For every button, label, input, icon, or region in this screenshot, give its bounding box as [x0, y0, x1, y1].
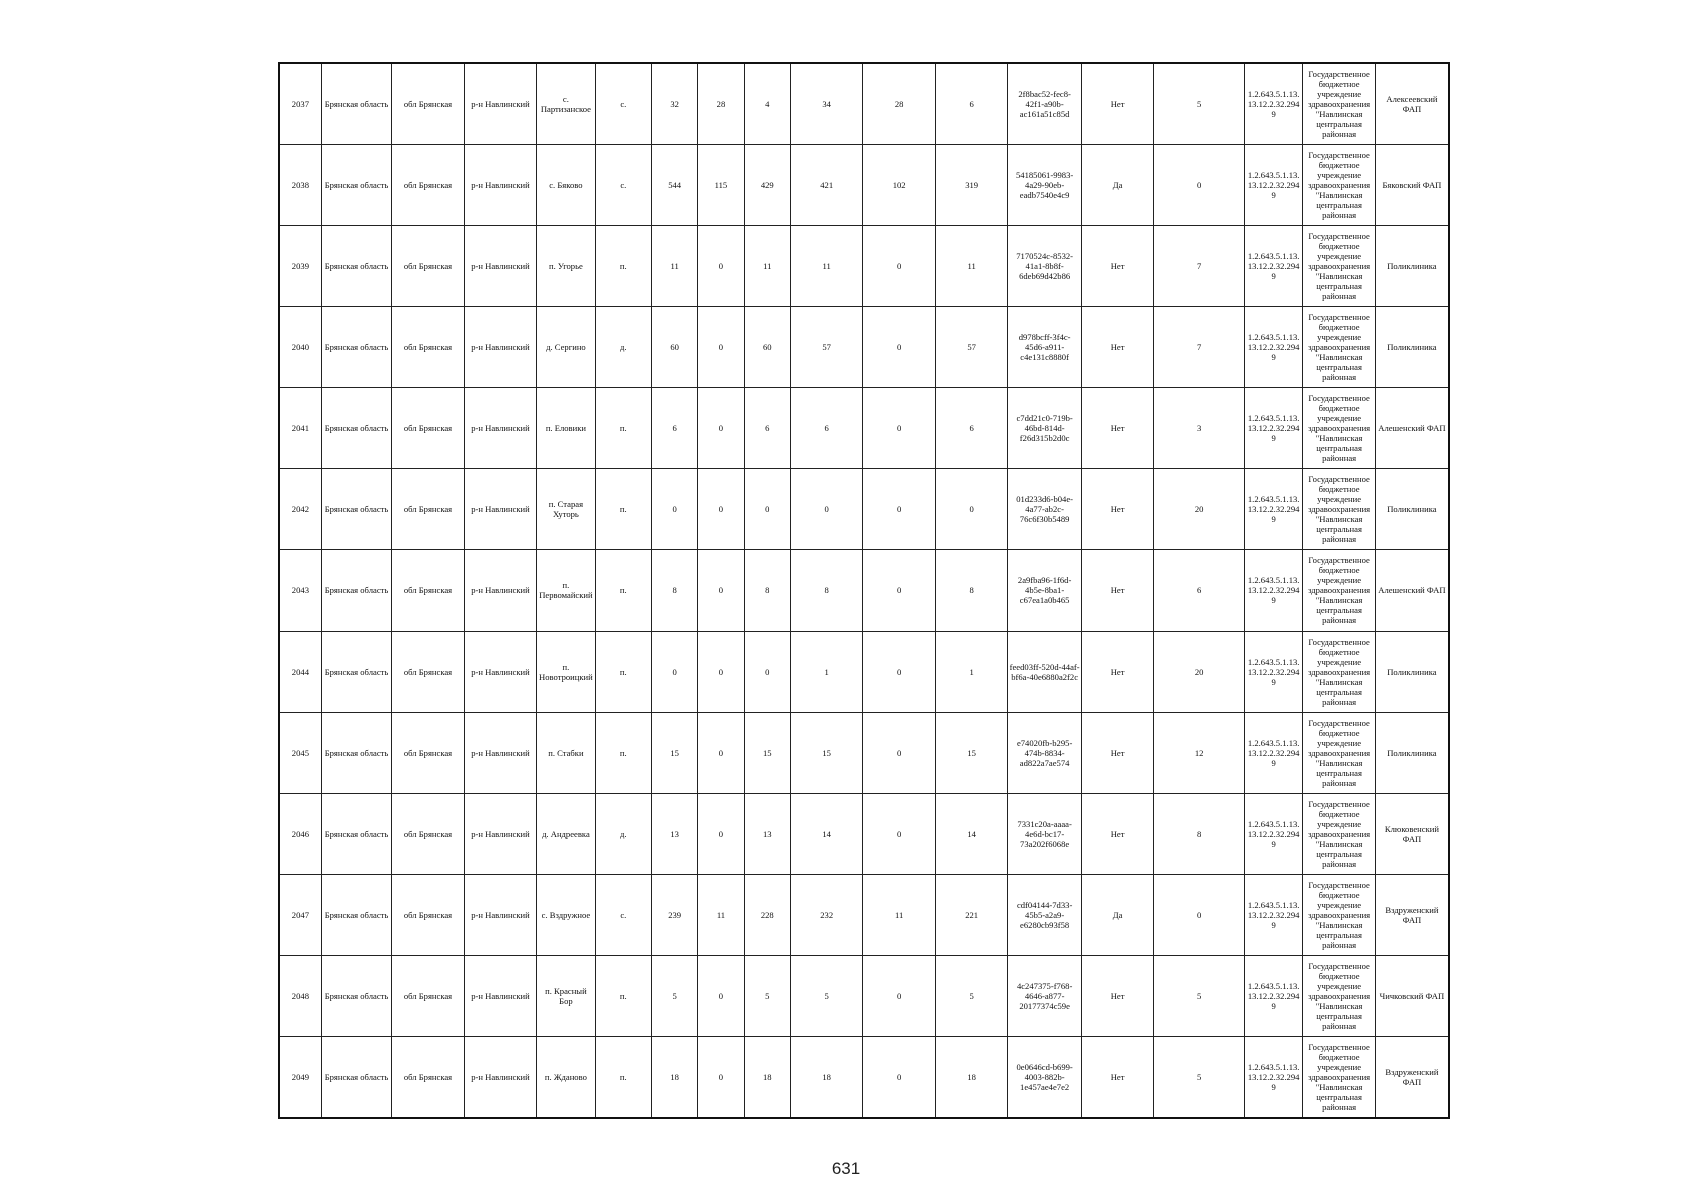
row-number: 2039: [279, 226, 321, 307]
population-value-6-cell: 5: [935, 955, 1007, 1036]
district-cell: р-н Навлинский: [464, 874, 536, 955]
region-cell: Брянская область: [321, 145, 391, 226]
population-value-5-cell: 28: [863, 63, 935, 145]
population-value-5-cell: 0: [863, 1036, 935, 1118]
organization-cell: Государственное бюджетное учреждение здравоохранения "Навлинская центральная районная: [1303, 145, 1375, 226]
has-facility-cell: Да: [1081, 145, 1153, 226]
facility-cell: Вздруженский ФАП: [1375, 1036, 1449, 1118]
distance-cell: 7: [1154, 226, 1245, 307]
settlement-type-cell: п.: [595, 955, 651, 1036]
population-value-3-cell: 0: [744, 631, 790, 712]
oid-cell: 1.2.643.5.1.13.13.12.2.32.2949: [1244, 226, 1302, 307]
population-value-4-cell: 11: [790, 226, 862, 307]
distance-cell: 5: [1154, 955, 1245, 1036]
organization-cell: Государственное бюджетное учреждение здравоохранения "Навлинская центральная районная: [1303, 469, 1375, 550]
population-total-cell: 544: [651, 145, 697, 226]
population-value-5-cell: 0: [863, 226, 935, 307]
guid-cell: cdf04144-7d33-45b5-a2a9-e6280cb93f58: [1008, 874, 1082, 955]
oid-cell: 1.2.643.5.1.13.13.12.2.32.2949: [1244, 793, 1302, 874]
population-value-6-cell: 18: [935, 1036, 1007, 1118]
settlement-cell: п. Старая Хуторь: [537, 469, 595, 550]
settlement-type-cell: п.: [595, 1036, 651, 1118]
oblast-cell: обл Брянская: [392, 469, 464, 550]
oid-cell: 1.2.643.5.1.13.13.12.2.32.2949: [1244, 1036, 1302, 1118]
organization-cell: Государственное бюджетное учреждение здравоохранения "Навлинская центральная районная: [1303, 712, 1375, 793]
has-facility-cell: Нет: [1081, 631, 1153, 712]
population-value-2-cell: 0: [698, 793, 744, 874]
population-value-6-cell: 6: [935, 388, 1007, 469]
facility-cell: Чичковский ФАП: [1375, 955, 1449, 1036]
settlements-table: [278, 62, 1450, 1119]
population-value-6-cell: 11: [935, 226, 1007, 307]
facility-cell: Алешенский ФАП: [1375, 550, 1449, 631]
has-facility-cell: Нет: [1081, 712, 1153, 793]
settlement-type-cell: с.: [595, 63, 651, 145]
row-number: 2046: [279, 793, 321, 874]
settlement-cell: с. Бяково: [537, 145, 595, 226]
district-cell: р-н Навлинский: [464, 955, 536, 1036]
settlement-cell: п. Еловики: [537, 388, 595, 469]
region-cell: Брянская область: [321, 793, 391, 874]
oblast-cell: обл Брянская: [392, 955, 464, 1036]
region-cell: Брянская область: [321, 550, 391, 631]
population-total-cell: 15: [651, 712, 697, 793]
table-row: [279, 226, 1449, 307]
population-value-2-cell: 0: [698, 469, 744, 550]
guid-cell: 2f8bac52-fec8-42f1-a90b-ac161a51c85d: [1008, 63, 1082, 145]
row-number: 2038: [279, 145, 321, 226]
facility-cell: Поликлиника: [1375, 307, 1449, 388]
distance-cell: 7: [1154, 307, 1245, 388]
distance-cell: 6: [1154, 550, 1245, 631]
settlement-type-cell: п.: [595, 469, 651, 550]
guid-cell: 0e0646cd-b699-4003-882b-1e457ae4e7e2: [1008, 1036, 1082, 1118]
population-value-2-cell: 11: [698, 874, 744, 955]
population-total-cell: 32: [651, 63, 697, 145]
population-value-4-cell: 6: [790, 388, 862, 469]
facility-cell: Алешенский ФАП: [1375, 388, 1449, 469]
oid-cell: 1.2.643.5.1.13.13.12.2.32.2949: [1244, 550, 1302, 631]
guid-cell: 54185061-9983-4a29-90eb-eadb7540e4c9: [1008, 145, 1082, 226]
settlement-cell: с. Вздружное: [537, 874, 595, 955]
settlement-cell: п. Жданово: [537, 1036, 595, 1118]
distance-cell: 5: [1154, 63, 1245, 145]
oblast-cell: обл Брянская: [392, 388, 464, 469]
organization-cell: Государственное бюджетное учреждение здравоохранения "Навлинская центральная районная: [1303, 631, 1375, 712]
district-cell: р-н Навлинский: [464, 388, 536, 469]
row-number: 2049: [279, 1036, 321, 1118]
oblast-cell: обл Брянская: [392, 712, 464, 793]
guid-cell: 2a9fba96-1f6d-4b5e-8ba1-c67ea1a0b465: [1008, 550, 1082, 631]
row-number: 2043: [279, 550, 321, 631]
population-value-5-cell: 0: [863, 955, 935, 1036]
population-total-cell: 5: [651, 955, 697, 1036]
population-value-2-cell: 0: [698, 226, 744, 307]
population-total-cell: 11: [651, 226, 697, 307]
table-row: [279, 388, 1449, 469]
population-value-4-cell: 15: [790, 712, 862, 793]
population-value-2-cell: 115: [698, 145, 744, 226]
population-value-2-cell: 0: [698, 712, 744, 793]
oblast-cell: обл Брянская: [392, 226, 464, 307]
settlement-type-cell: п.: [595, 712, 651, 793]
population-value-3-cell: 4: [744, 63, 790, 145]
facility-cell: Поликлиника: [1375, 226, 1449, 307]
table-row: [279, 712, 1449, 793]
population-total-cell: 6: [651, 388, 697, 469]
population-value-3-cell: 11: [744, 226, 790, 307]
has-facility-cell: Да: [1081, 874, 1153, 955]
organization-cell: Государственное бюджетное учреждение здравоохранения "Навлинская центральная районная: [1303, 226, 1375, 307]
population-total-cell: 0: [651, 469, 697, 550]
district-cell: р-н Навлинский: [464, 145, 536, 226]
population-value-4-cell: 8: [790, 550, 862, 631]
distance-cell: 20: [1154, 631, 1245, 712]
row-number: 2042: [279, 469, 321, 550]
population-value-4-cell: 421: [790, 145, 862, 226]
population-value-4-cell: 232: [790, 874, 862, 955]
has-facility-cell: Нет: [1081, 550, 1153, 631]
table-row: [279, 469, 1449, 550]
population-value-4-cell: 0: [790, 469, 862, 550]
oid-cell: 1.2.643.5.1.13.13.12.2.32.2949: [1244, 631, 1302, 712]
population-value-5-cell: 0: [863, 307, 935, 388]
row-number: 2045: [279, 712, 321, 793]
region-cell: Брянская область: [321, 874, 391, 955]
guid-cell: feed03ff-520d-44af-bf6a-40e6880a2f2c: [1008, 631, 1082, 712]
population-value-3-cell: 60: [744, 307, 790, 388]
settlement-type-cell: с.: [595, 874, 651, 955]
district-cell: р-н Навлинский: [464, 793, 536, 874]
population-value-5-cell: 0: [863, 712, 935, 793]
district-cell: р-н Навлинский: [464, 63, 536, 145]
settlement-type-cell: д.: [595, 793, 651, 874]
population-value-2-cell: 0: [698, 307, 744, 388]
population-value-4-cell: 34: [790, 63, 862, 145]
distance-cell: 0: [1154, 874, 1245, 955]
population-value-5-cell: 11: [863, 874, 935, 955]
settlement-type-cell: п.: [595, 388, 651, 469]
oblast-cell: обл Брянская: [392, 793, 464, 874]
population-value-5-cell: 0: [863, 793, 935, 874]
distance-cell: 20: [1154, 469, 1245, 550]
organization-cell: Государственное бюджетное учреждение здравоохранения "Навлинская центральная районная: [1303, 550, 1375, 631]
guid-cell: c7dd21c0-719b-46bd-814d-f26d315b2d0c: [1008, 388, 1082, 469]
settlement-cell: д. Андреевка: [537, 793, 595, 874]
oid-cell: 1.2.643.5.1.13.13.12.2.32.2949: [1244, 307, 1302, 388]
population-value-3-cell: 15: [744, 712, 790, 793]
population-value-3-cell: 13: [744, 793, 790, 874]
population-value-3-cell: 5: [744, 955, 790, 1036]
has-facility-cell: Нет: [1081, 1036, 1153, 1118]
settlement-cell: п. Первомайский: [537, 550, 595, 631]
population-value-6-cell: 1: [935, 631, 1007, 712]
population-value-6-cell: 14: [935, 793, 1007, 874]
population-value-6-cell: 221: [935, 874, 1007, 955]
distance-cell: 8: [1154, 793, 1245, 874]
district-cell: р-н Навлинский: [464, 550, 536, 631]
oid-cell: 1.2.643.5.1.13.13.12.2.32.2949: [1244, 955, 1302, 1036]
guid-cell: 7331c20a-aaaa-4e6d-bc17-73a202f6068e: [1008, 793, 1082, 874]
settlement-type-cell: п.: [595, 226, 651, 307]
settlement-type-cell: с.: [595, 145, 651, 226]
population-value-5-cell: 102: [863, 145, 935, 226]
oid-cell: 1.2.643.5.1.13.13.12.2.32.2949: [1244, 874, 1302, 955]
facility-cell: Вздруженский ФАП: [1375, 874, 1449, 955]
population-value-2-cell: 0: [698, 388, 744, 469]
table-row: [279, 955, 1449, 1036]
district-cell: р-н Навлинский: [464, 712, 536, 793]
oblast-cell: обл Брянская: [392, 874, 464, 955]
population-value-4-cell: 5: [790, 955, 862, 1036]
population-value-4-cell: 1: [790, 631, 862, 712]
district-cell: р-н Навлинский: [464, 307, 536, 388]
population-value-2-cell: 0: [698, 631, 744, 712]
population-total-cell: 18: [651, 1036, 697, 1118]
facility-cell: Бяковский ФАП: [1375, 145, 1449, 226]
population-total-cell: 13: [651, 793, 697, 874]
settlement-cell: п. Угорье: [537, 226, 595, 307]
table-row: [279, 145, 1449, 226]
region-cell: Брянская область: [321, 63, 391, 145]
population-value-4-cell: 18: [790, 1036, 862, 1118]
population-total-cell: 239: [651, 874, 697, 955]
guid-cell: e74020fb-b295-474b-8834-ad822a7ae574: [1008, 712, 1082, 793]
guid-cell: 01d233d6-b04e-4a77-ab2c-76c6f30b5489: [1008, 469, 1082, 550]
region-cell: Брянская область: [321, 1036, 391, 1118]
region-cell: Брянская область: [321, 307, 391, 388]
has-facility-cell: Нет: [1081, 793, 1153, 874]
oblast-cell: обл Брянская: [392, 1036, 464, 1118]
document-sheet: [278, 62, 1450, 1119]
distance-cell: 5: [1154, 1036, 1245, 1118]
has-facility-cell: Нет: [1081, 226, 1153, 307]
population-value-3-cell: 8: [744, 550, 790, 631]
table-row: [279, 550, 1449, 631]
row-number: 2040: [279, 307, 321, 388]
oid-cell: 1.2.643.5.1.13.13.12.2.32.2949: [1244, 63, 1302, 145]
table-row: [279, 63, 1449, 145]
row-number: 2041: [279, 388, 321, 469]
distance-cell: 12: [1154, 712, 1245, 793]
row-number: 2044: [279, 631, 321, 712]
row-number: 2048: [279, 955, 321, 1036]
population-value-3-cell: 18: [744, 1036, 790, 1118]
distance-cell: 0: [1154, 145, 1245, 226]
oid-cell: 1.2.643.5.1.13.13.12.2.32.2949: [1244, 469, 1302, 550]
oblast-cell: обл Брянская: [392, 307, 464, 388]
row-number: 2037: [279, 63, 321, 145]
row-number: 2047: [279, 874, 321, 955]
population-value-6-cell: 6: [935, 63, 1007, 145]
district-cell: р-н Навлинский: [464, 226, 536, 307]
region-cell: Брянская область: [321, 469, 391, 550]
population-value-3-cell: 0: [744, 469, 790, 550]
has-facility-cell: Нет: [1081, 955, 1153, 1036]
population-value-5-cell: 0: [863, 469, 935, 550]
settlement-cell: с. Партизанское: [537, 63, 595, 145]
table-row: [279, 793, 1449, 874]
region-cell: Брянская область: [321, 226, 391, 307]
has-facility-cell: Нет: [1081, 307, 1153, 388]
population-value-6-cell: 15: [935, 712, 1007, 793]
facility-cell: Поликлиника: [1375, 469, 1449, 550]
population-value-6-cell: 57: [935, 307, 1007, 388]
population-value-4-cell: 57: [790, 307, 862, 388]
table-row: [279, 631, 1449, 712]
organization-cell: Государственное бюджетное учреждение здравоохранения "Навлинская центральная районная: [1303, 307, 1375, 388]
population-total-cell: 60: [651, 307, 697, 388]
oblast-cell: обл Брянская: [392, 631, 464, 712]
population-value-3-cell: 228: [744, 874, 790, 955]
population-value-6-cell: 0: [935, 469, 1007, 550]
table-row: [279, 307, 1449, 388]
oblast-cell: обл Брянская: [392, 63, 464, 145]
population-value-2-cell: 28: [698, 63, 744, 145]
district-cell: р-н Навлинский: [464, 631, 536, 712]
oid-cell: 1.2.643.5.1.13.13.12.2.32.2949: [1244, 388, 1302, 469]
settlement-cell: п. Красный Бор: [537, 955, 595, 1036]
population-value-2-cell: 0: [698, 550, 744, 631]
table-body: [279, 63, 1449, 1118]
has-facility-cell: Нет: [1081, 388, 1153, 469]
oid-cell: 1.2.643.5.1.13.13.12.2.32.2949: [1244, 145, 1302, 226]
population-value-6-cell: 319: [935, 145, 1007, 226]
table-row: [279, 874, 1449, 955]
population-value-5-cell: 0: [863, 631, 935, 712]
page-number: 631: [831, 1159, 861, 1178]
population-total-cell: 0: [651, 631, 697, 712]
settlement-cell: п. Стабки: [537, 712, 595, 793]
distance-cell: 3: [1154, 388, 1245, 469]
oid-cell: 1.2.643.5.1.13.13.12.2.32.2949: [1244, 712, 1302, 793]
population-value-3-cell: 429: [744, 145, 790, 226]
settlement-type-cell: д.: [595, 307, 651, 388]
facility-cell: Поликлиника: [1375, 712, 1449, 793]
population-value-3-cell: 6: [744, 388, 790, 469]
organization-cell: Государственное бюджетное учреждение здравоохранения "Навлинская центральная районная: [1303, 388, 1375, 469]
organization-cell: Государственное бюджетное учреждение здравоохранения "Навлинская центральная районная: [1303, 955, 1375, 1036]
population-value-2-cell: 0: [698, 1036, 744, 1118]
oblast-cell: обл Брянская: [392, 145, 464, 226]
population-total-cell: 8: [651, 550, 697, 631]
population-value-2-cell: 0: [698, 955, 744, 1036]
facility-cell: Поликлиника: [1375, 631, 1449, 712]
has-facility-cell: Нет: [1081, 63, 1153, 145]
settlement-type-cell: п.: [595, 631, 651, 712]
facility-cell: Клюковенский ФАП: [1375, 793, 1449, 874]
organization-cell: Государственное бюджетное учреждение здравоохранения "Навлинская центральная районная: [1303, 793, 1375, 874]
population-value-4-cell: 14: [790, 793, 862, 874]
district-cell: р-н Навлинский: [464, 1036, 536, 1118]
guid-cell: d978bcff-3f4c-45d6-a911-c4e131c8880f: [1008, 307, 1082, 388]
guid-cell: 7170524c-8532-41a1-8b8f-6deb69d42b86: [1008, 226, 1082, 307]
organization-cell: Государственное бюджетное учреждение здравоохранения "Навлинская центральная районная: [1303, 874, 1375, 955]
population-value-5-cell: 0: [863, 388, 935, 469]
settlement-cell: д. Сергино: [537, 307, 595, 388]
population-value-6-cell: 8: [935, 550, 1007, 631]
organization-cell: Государственное бюджетное учреждение здравоохранения "Навлинская центральная районная: [1303, 63, 1375, 145]
settlement-cell: п. Новотроицкий: [537, 631, 595, 712]
region-cell: Брянская область: [321, 631, 391, 712]
region-cell: Брянская область: [321, 712, 391, 793]
region-cell: Брянская область: [321, 955, 391, 1036]
facility-cell: Алексеевский ФАП: [1375, 63, 1449, 145]
region-cell: Брянская область: [321, 388, 391, 469]
oblast-cell: обл Брянская: [392, 550, 464, 631]
district-cell: р-н Навлинский: [464, 469, 536, 550]
population-value-5-cell: 0: [863, 550, 935, 631]
table-row: [279, 1036, 1449, 1118]
has-facility-cell: Нет: [1081, 469, 1153, 550]
organization-cell: Государственное бюджетное учреждение здравоохранения "Навлинская центральная районная: [1303, 1036, 1375, 1118]
guid-cell: 4c247375-f768-4646-a877-20177374c59e: [1008, 955, 1082, 1036]
settlement-type-cell: п.: [595, 550, 651, 631]
